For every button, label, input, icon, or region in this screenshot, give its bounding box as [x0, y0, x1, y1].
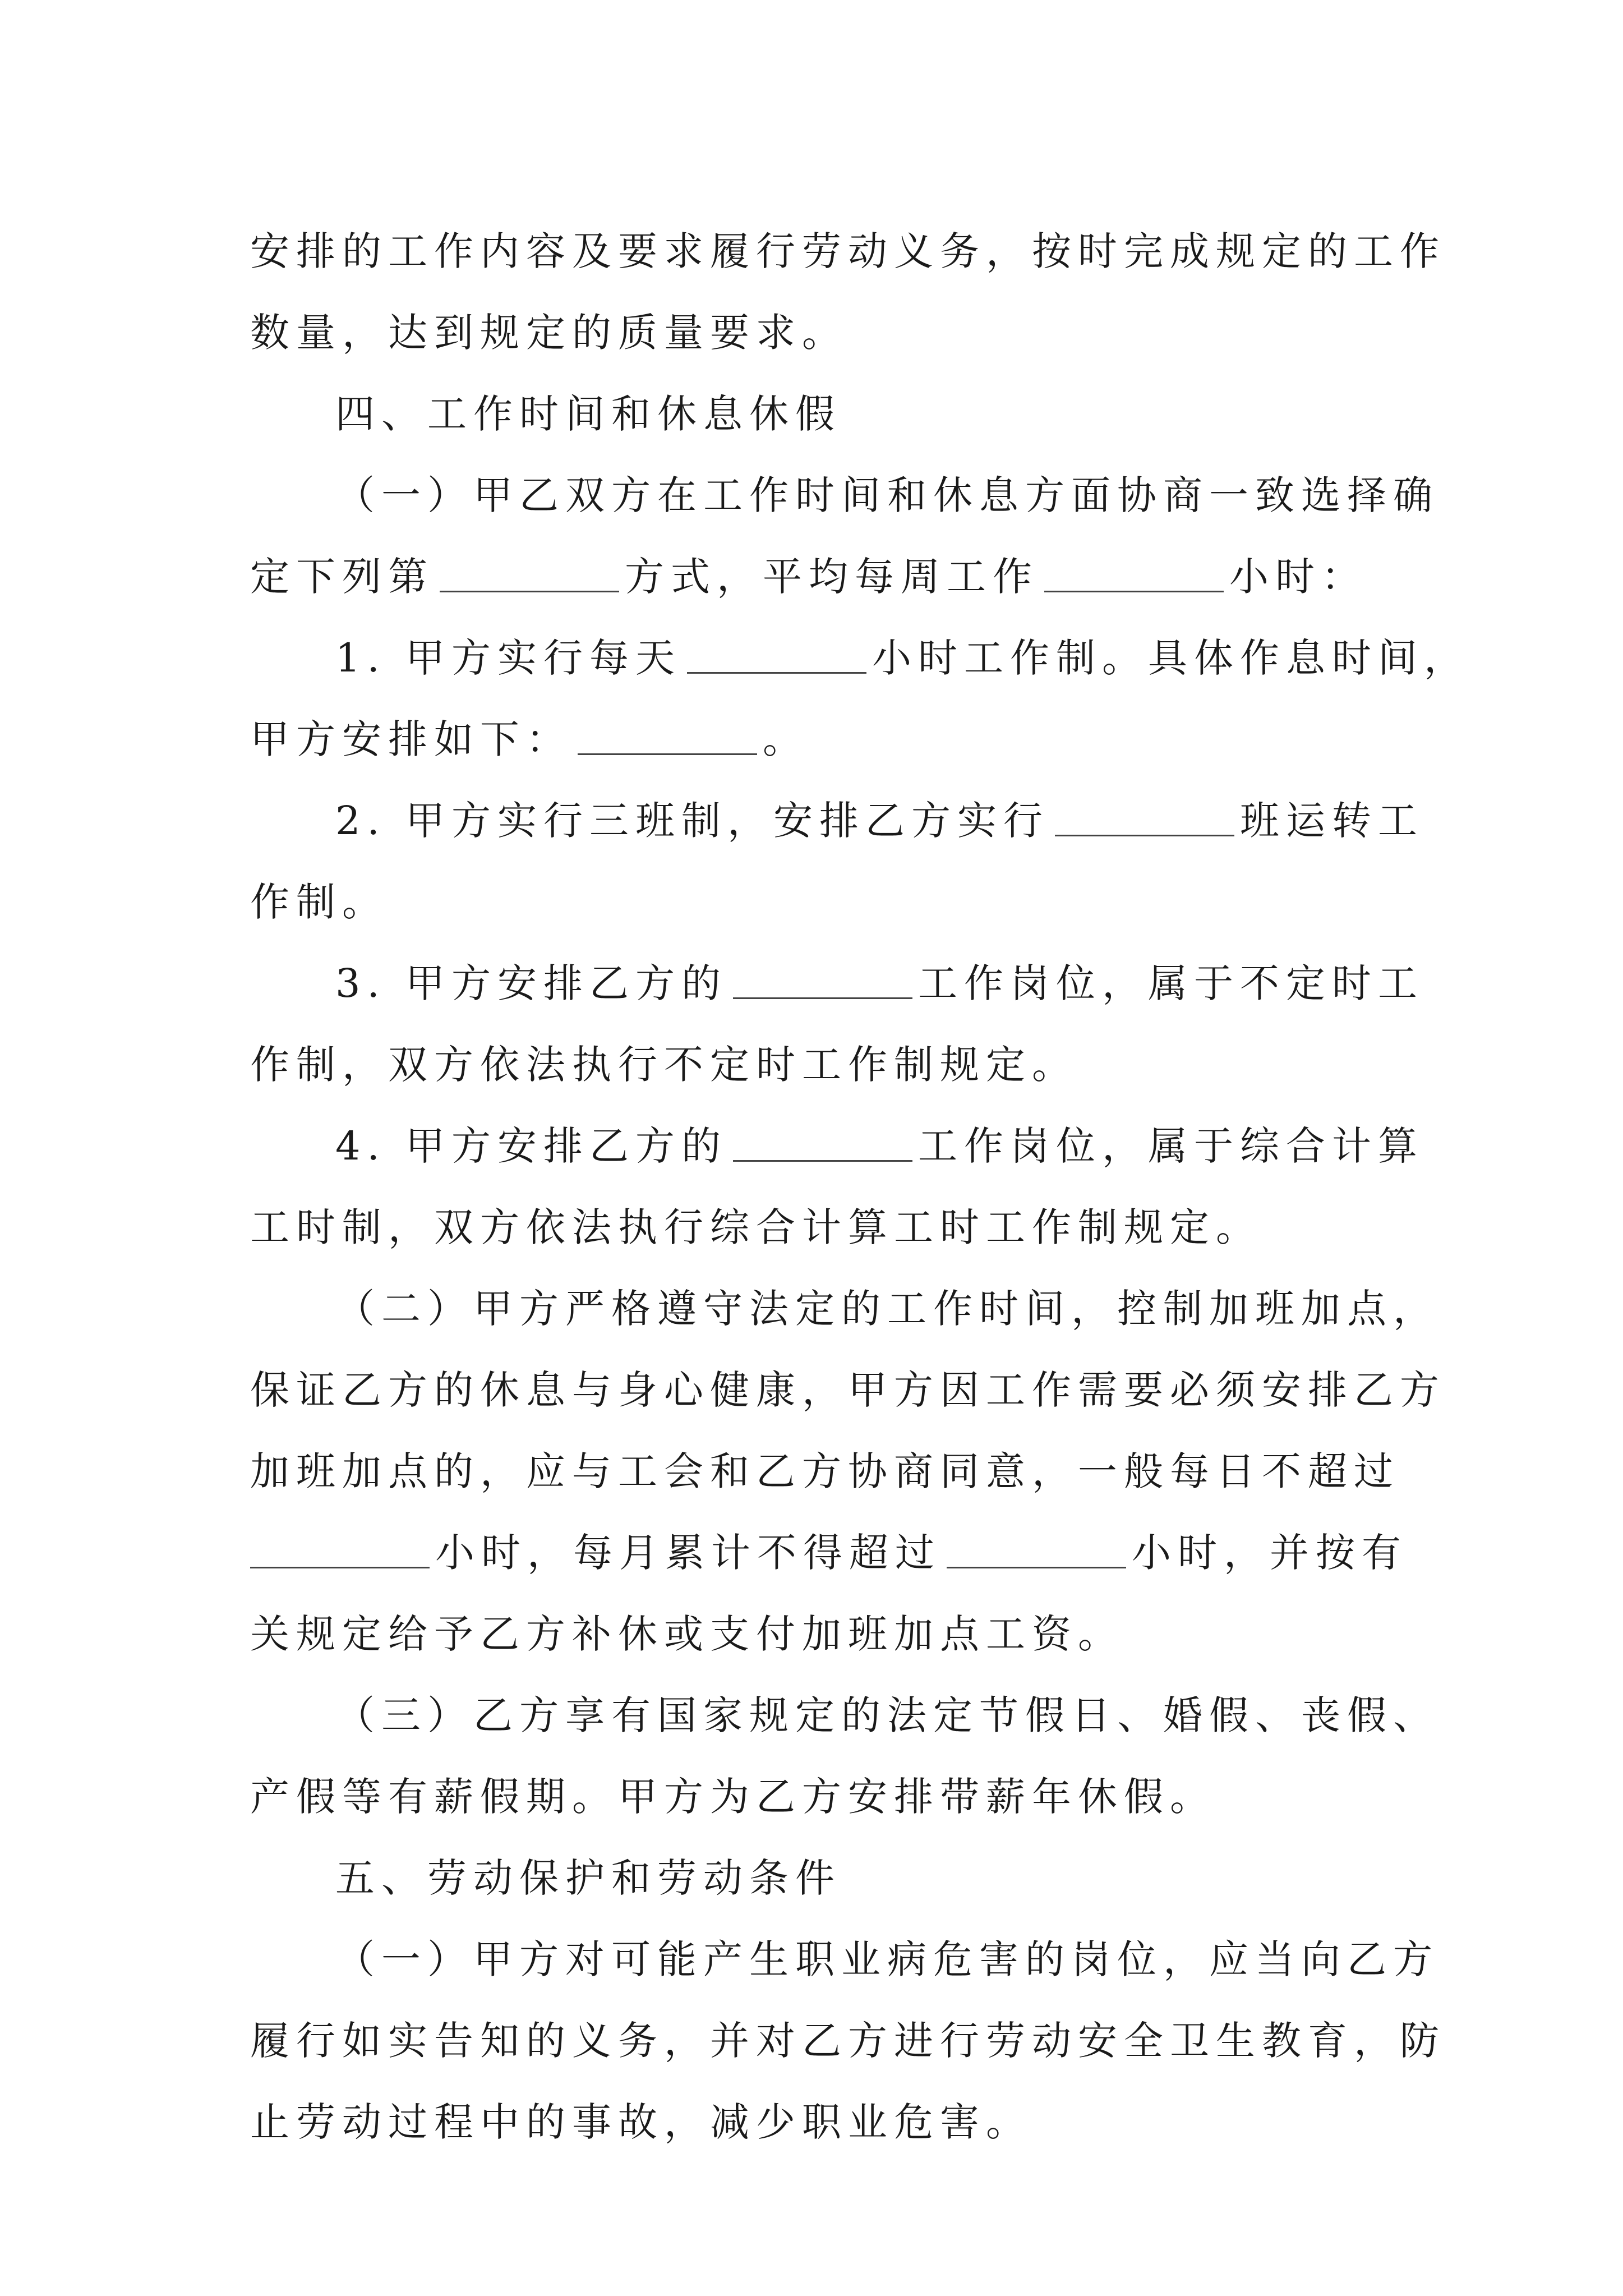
line-text: 工作岗位，属于综合计算 — [918, 1123, 1424, 1169]
text-line — [250, 1594, 1372, 1675]
text-line — [250, 618, 1470, 699]
text-line — [250, 1268, 1439, 1350]
text-line — [250, 1675, 1439, 1756]
text-line — [250, 862, 1372, 943]
line-text: 工作岗位，属于不定时工 — [918, 960, 1424, 1006]
text-line — [250, 780, 1424, 862]
line-text: （一）甲乙双方在工作时间和休息方面协商一致选择确 — [335, 472, 1439, 518]
text-line — [250, 2082, 1372, 2163]
heading-text: 五、劳动保护和劳动条件 — [335, 1855, 841, 1901]
line-text: 安排的工作内容及要求履行劳动义务，按时完成规定的工作 — [250, 228, 1446, 274]
fill-in-blank[interactable] — [1044, 557, 1224, 592]
line-text: 数量，达到规定的质量要求。 — [250, 310, 848, 356]
line-text: （一）甲方对可能产生职业病危害的岗位，应当向乙方 — [335, 1936, 1439, 1982]
document-body — [250, 211, 1470, 2163]
line-text: 履行如实告知的义务，并对乙方进行劳动安全卫生教育，防 — [250, 2018, 1446, 2064]
text-line — [250, 455, 1439, 536]
section-heading — [250, 1838, 1372, 1919]
text-line — [250, 2000, 1446, 2082]
line-text: 班运转工 — [1240, 798, 1424, 844]
fill-in-blank[interactable] — [578, 720, 757, 755]
text-line — [250, 1512, 1408, 1594]
fill-in-blank[interactable] — [687, 638, 866, 674]
line-text: 保证乙方的休息与身心健康，甲方因工作需要必须安排乙方 — [250, 1367, 1446, 1413]
line-text: 方式，平均每周工作 — [625, 554, 1039, 600]
text-line — [250, 536, 1372, 618]
text-line — [250, 699, 1372, 780]
text-line — [250, 1756, 1372, 1838]
line-text: 定下列第 — [250, 554, 434, 600]
fill-in-blank[interactable] — [947, 1533, 1126, 1568]
text-line — [250, 1024, 1372, 1106]
line-text: 。 — [763, 716, 809, 762]
fill-in-blank[interactable] — [1055, 801, 1234, 836]
text-line — [250, 1919, 1439, 2000]
heading-text: 四、工作时间和休息休假 — [335, 391, 841, 437]
line-text: 关规定给予乙方补休或支付加班加点工资。 — [250, 1611, 1124, 1657]
line-text: 加班加点的，应与工会和乙方协商同意，一般每日不超过 — [250, 1448, 1400, 1494]
section-heading — [250, 374, 1372, 455]
fill-in-blank[interactable] — [440, 557, 619, 592]
line-text: 3. 甲方安排乙方的 — [335, 960, 728, 1006]
line-text: 小时，并按有 — [1132, 1530, 1408, 1576]
line-text: 产假等有薪假期。甲方为乙方安排带薪年休假。 — [250, 1774, 1216, 1820]
text-line — [250, 1106, 1424, 1187]
line-text: 甲方安排如下： — [250, 716, 572, 762]
text-line — [250, 1187, 1372, 1268]
line-text: 小时： — [1229, 554, 1367, 600]
text-line — [250, 1431, 1400, 1512]
line-text: （三）乙方享有国家规定的法定节假日、婚假、丧假、 — [335, 1692, 1439, 1738]
text-line — [250, 1350, 1446, 1431]
line-text: 作制，双方依法执行不定时工作制规定。 — [250, 1042, 1078, 1088]
text-line — [250, 943, 1424, 1024]
line-text: 1. 甲方实行每天 — [335, 635, 682, 681]
line-text: 作制。 — [250, 879, 388, 925]
line-text: 小时工作制。具体作息时间， — [872, 635, 1470, 681]
fill-in-blank[interactable] — [733, 1126, 912, 1162]
line-text: （二）甲方严格遵守法定的工作时间，控制加班加点， — [335, 1286, 1439, 1332]
line-text: 4. 甲方安排乙方的 — [335, 1123, 728, 1169]
line-text: 2. 甲方实行三班制，安排乙方实行 — [335, 798, 1050, 844]
line-text: 止劳动过程中的事故，减少职业危害。 — [250, 2099, 1032, 2145]
line-text: 小时，每月累计不得超过 — [435, 1530, 941, 1576]
fill-in-blank[interactable] — [733, 964, 912, 999]
line-text: 工时制，双方依法执行综合计算工时工作制规定。 — [250, 1204, 1262, 1250]
text-line — [250, 211, 1446, 292]
text-line — [250, 292, 1372, 374]
fill-in-blank[interactable] — [250, 1533, 430, 1568]
